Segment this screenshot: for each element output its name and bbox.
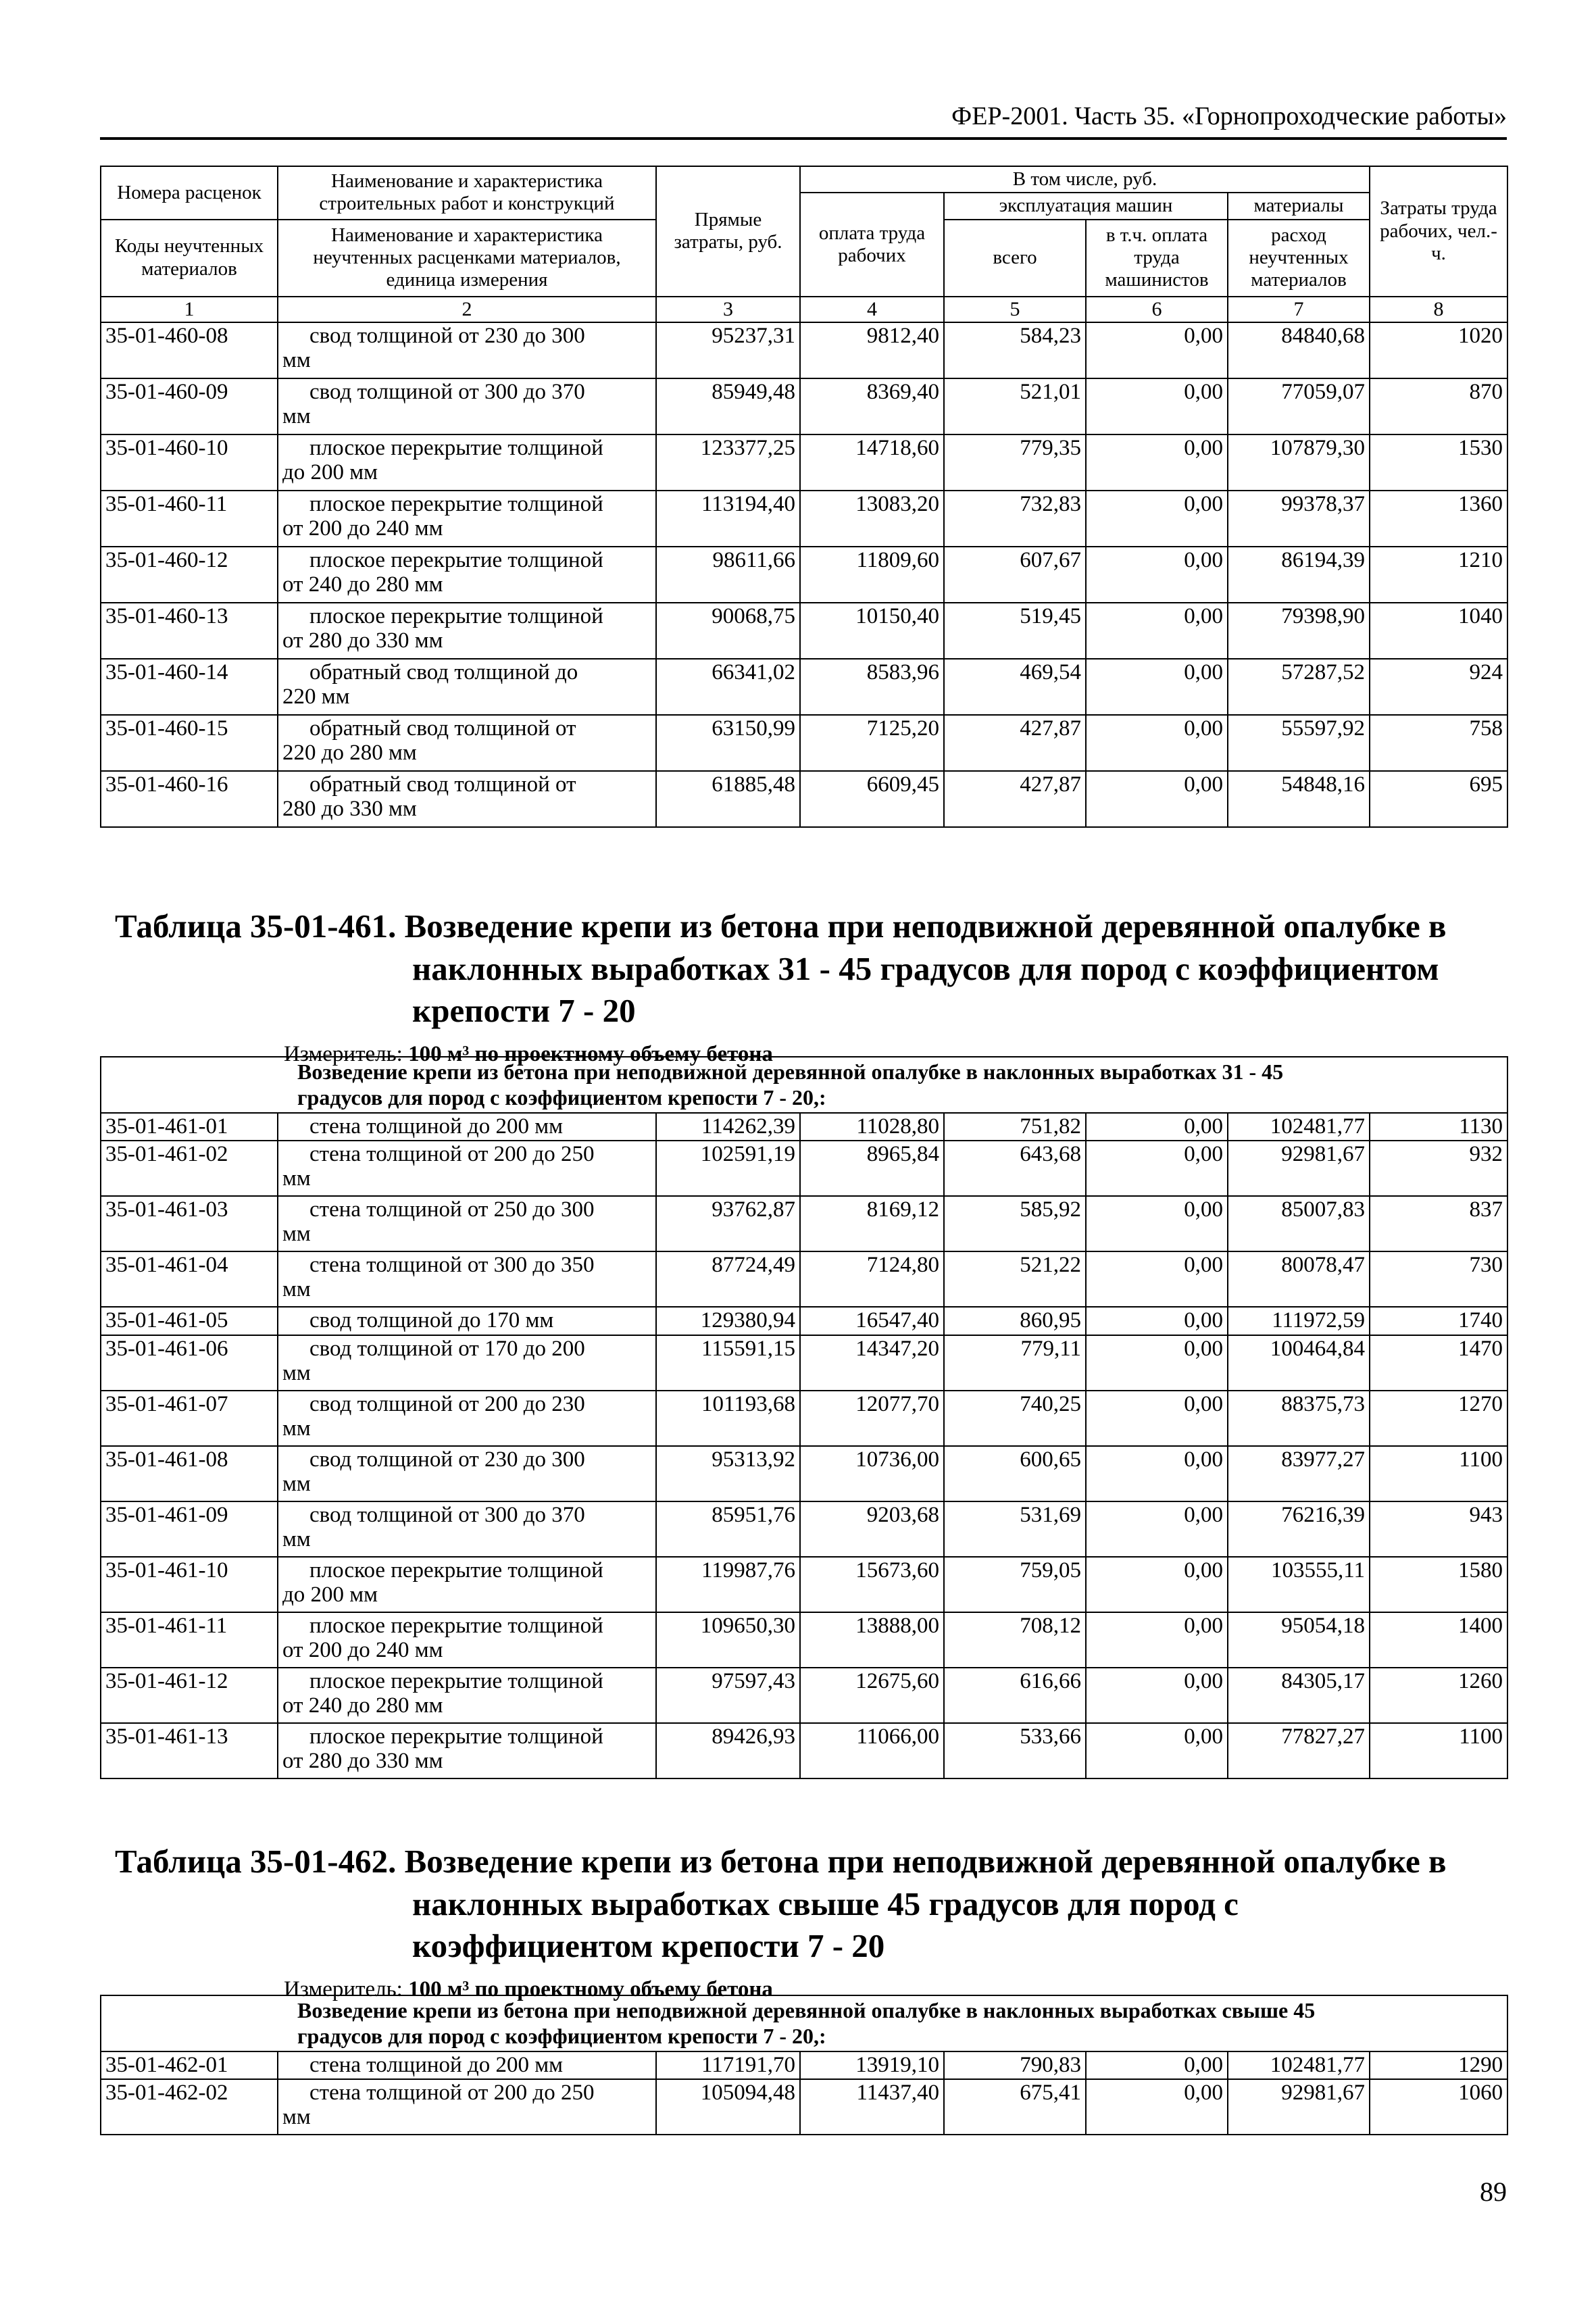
table-row <box>101 1612 1507 1668</box>
rate-name-line2: мм <box>282 403 311 428</box>
labor-hours: 1210 <box>1370 547 1507 603</box>
table-row <box>101 378 1507 434</box>
rate-code: 35-01-460-16 <box>101 771 278 827</box>
machinist-pay: 0,00 <box>1086 547 1228 603</box>
machinist-pay: 0,00 <box>1086 603 1228 659</box>
direct-cost: 85949,48 <box>656 378 800 434</box>
rate-name <box>278 1196 656 1251</box>
rate-code: 35-01-461-08 <box>101 1446 278 1501</box>
labor-hours: 730 <box>1370 1251 1507 1307</box>
col-header-vsego: всего <box>944 220 1086 297</box>
labor-hours: 758 <box>1370 715 1507 771</box>
machine-total: 600,65 <box>944 1446 1086 1501</box>
materials-cost: 92981,67 <box>1228 1141 1370 1196</box>
machine-total: 427,87 <box>944 715 1086 771</box>
labor-pay: 16547,40 <box>800 1307 944 1335</box>
machine-total: 584,23 <box>944 322 1086 378</box>
header-rule <box>100 137 1507 140</box>
rate-name-line2: от 200 до 240 мм <box>282 516 443 541</box>
rate-name <box>278 1501 656 1557</box>
materials-cost: 102481,77 <box>1228 2051 1370 2080</box>
rate-code: 35-01-461-02 <box>101 1141 278 1196</box>
col-header-zatraty: Затраты труда рабочих, чел.-ч. <box>1370 166 1507 297</box>
labor-pay: 8965,84 <box>800 1141 944 1196</box>
labor-hours: 1400 <box>1370 1612 1507 1668</box>
table-row <box>101 2079 1507 2135</box>
rate-name-line1: свод толщиной от 200 до 230 <box>309 1392 585 1417</box>
materials-cost: 95054,18 <box>1228 1612 1370 1668</box>
col-header-oplata: оплата труда рабочих <box>800 193 944 296</box>
machine-total: 616,66 <box>944 1668 1086 1723</box>
direct-cost: 85951,76 <box>656 1501 800 1557</box>
materials-cost: 84305,17 <box>1228 1668 1370 1723</box>
rate-name <box>278 1141 656 1196</box>
rate-name-line2: мм <box>282 1277 311 1302</box>
rate-code: 35-01-462-01 <box>101 2051 278 2080</box>
rate-name-line2: до 200 мм <box>282 459 378 484</box>
direct-cost: 102591,19 <box>656 1141 800 1196</box>
machinist-pay: 0,00 <box>1086 1446 1228 1501</box>
rate-name <box>278 491 656 547</box>
rate-name-line2: мм <box>282 2105 311 2130</box>
labor-pay: 10736,00 <box>800 1446 944 1501</box>
rate-code: 35-01-460-11 <box>101 491 278 547</box>
direct-cost: 89426,93 <box>656 1723 800 1778</box>
rate-name-line2: мм <box>282 1360 311 1385</box>
direct-cost: 101193,68 <box>656 1391 800 1446</box>
rate-code: 35-01-461-06 <box>101 1335 278 1391</box>
labor-hours: 1060 <box>1370 2079 1507 2135</box>
table-row <box>101 547 1507 603</box>
labor-pay: 11066,00 <box>800 1723 944 1778</box>
rate-name-line1: свод толщиной от 300 до 370 <box>309 1503 585 1528</box>
table-row <box>101 1723 1507 1778</box>
labor-pay: 13919,10 <box>800 2051 944 2080</box>
rate-name <box>278 1251 656 1307</box>
direct-cost: 119987,76 <box>656 1557 800 1612</box>
machine-total: 740,25 <box>944 1391 1086 1446</box>
rate-name-line1: свод толщиной от 170 до 200 <box>309 1337 585 1362</box>
rate-name-line1: стена толщиной от 300 до 350 <box>309 1253 595 1278</box>
rate-code: 35-01-460-14 <box>101 659 278 715</box>
table-row <box>101 1251 1507 1307</box>
labor-hours: 695 <box>1370 771 1507 827</box>
rate-name-line1: обратный свод толщиной до <box>309 660 578 685</box>
rate-name <box>278 1307 656 1335</box>
direct-cost: 66341,02 <box>656 659 800 715</box>
labor-pay: 15673,60 <box>800 1557 944 1612</box>
rate-name-line1: плоское перекрытие толщиной <box>309 1558 603 1583</box>
table-460 <box>100 166 1508 828</box>
labor-hours: 943 <box>1370 1501 1507 1557</box>
machinist-pay: 0,00 <box>1086 1557 1228 1612</box>
labor-pay: 14347,20 <box>800 1335 944 1391</box>
labor-pay: 7125,20 <box>800 715 944 771</box>
materials-cost: 100464,84 <box>1228 1335 1370 1391</box>
rate-code: 35-01-461-09 <box>101 1501 278 1557</box>
materials-cost: 86194,39 <box>1228 547 1370 603</box>
rate-name-line1: стена толщиной от 200 до 250 <box>309 1142 595 1167</box>
col-header-nomera: Номера расценок <box>101 166 278 220</box>
rate-name <box>278 1723 656 1778</box>
materials-cost: 92981,67 <box>1228 2079 1370 2135</box>
table-462-measure: Измеритель: 100 м³ по проектному объему бетона <box>284 1977 773 2002</box>
rate-name-line2: мм <box>282 1416 311 1441</box>
col-header-pryamye: Прямые затраты, руб. <box>656 166 800 297</box>
rate-name <box>278 547 656 603</box>
machinist-pay: 0,00 <box>1086 1335 1228 1391</box>
rate-name-line1: обратный свод толщиной от <box>309 772 576 797</box>
machine-total: 469,54 <box>944 659 1086 715</box>
machinist-pay: 0,00 <box>1086 322 1228 378</box>
direct-cost: 95313,92 <box>656 1446 800 1501</box>
rate-name <box>278 1391 656 1446</box>
table-row <box>101 1446 1507 1501</box>
rate-name-line1: стена толщиной от 200 до 250 <box>309 2081 595 2106</box>
machine-total: 519,45 <box>944 603 1086 659</box>
labor-pay: 8169,12 <box>800 1196 944 1251</box>
materials-cost: 55597,92 <box>1228 715 1370 771</box>
rate-name <box>278 2051 656 2080</box>
table-row <box>101 715 1507 771</box>
col-header-vtch: в т.ч. оплата труда машинистов <box>1086 220 1228 297</box>
rate-name-line2: от 280 до 330 мм <box>282 628 443 653</box>
machine-total: 779,11 <box>944 1335 1086 1391</box>
table-row <box>101 1668 1507 1723</box>
rate-name-line2: 220 мм <box>282 684 350 709</box>
col-header-v-tom-chisle: В том числе, руб. <box>800 166 1370 193</box>
table-row <box>101 1391 1507 1446</box>
materials-cost: 102481,77 <box>1228 1113 1370 1141</box>
labor-hours: 1530 <box>1370 434 1507 491</box>
col-header-rashod: расход неучтенных материалов <box>1228 220 1370 297</box>
machine-total: 585,92 <box>944 1196 1086 1251</box>
machinist-pay: 0,00 <box>1086 1307 1228 1335</box>
rate-name-line2: от 200 до 240 мм <box>282 1637 443 1662</box>
rate-name <box>278 1113 656 1141</box>
rate-name <box>278 771 656 827</box>
machine-total: 751,82 <box>944 1113 1086 1141</box>
col-number: 1 <box>101 297 278 322</box>
rate-name-line1: свод толщиной от 230 до 300 <box>309 324 585 349</box>
table-461-heading <box>115 905 1534 1067</box>
labor-hours: 1580 <box>1370 1557 1507 1612</box>
machinist-pay: 0,00 <box>1086 1723 1228 1778</box>
labor-pay: 12077,70 <box>800 1391 944 1446</box>
table-462-title: Таблица 35-01-462. Возведение крепи из бетона при неподвижной деревянной опалубке в наклонных выработках свыше 45 градусов для пород с коэффициентом крепости 7 - 20 <box>115 1843 1447 1965</box>
machinist-pay: 0,00 <box>1086 378 1228 434</box>
rate-name-line1: обратный свод толщиной от <box>309 716 576 741</box>
table-row <box>101 1196 1507 1251</box>
col-number: 3 <box>656 297 800 322</box>
rate-code: 35-01-460-08 <box>101 322 278 378</box>
direct-cost: 63150,99 <box>656 715 800 771</box>
machine-total: 533,66 <box>944 1723 1086 1778</box>
machine-total: 427,87 <box>944 771 1086 827</box>
direct-cost: 87724,49 <box>656 1251 800 1307</box>
rate-code: 35-01-461-12 <box>101 1668 278 1723</box>
rate-name-line1: плоское перекрытие толщиной <box>309 1724 603 1749</box>
machinist-pay: 0,00 <box>1086 1501 1228 1557</box>
materials-cost: 83977,27 <box>1228 1446 1370 1501</box>
rate-code: 35-01-462-02 <box>101 2079 278 2135</box>
direct-cost: 117191,70 <box>656 2051 800 2080</box>
rate-name-line2: 280 до 330 мм <box>282 796 417 821</box>
direct-cost: 93762,87 <box>656 1196 800 1251</box>
labor-pay: 11028,80 <box>800 1113 944 1141</box>
materials-cost: 84840,68 <box>1228 322 1370 378</box>
labor-pay: 9203,68 <box>800 1501 944 1557</box>
labor-pay: 11437,40 <box>800 2079 944 2135</box>
table-row <box>101 1335 1507 1391</box>
table-row <box>101 2051 1507 2080</box>
rate-name <box>278 1446 656 1501</box>
labor-hours: 1130 <box>1370 1113 1507 1141</box>
rate-code: 35-01-461-03 <box>101 1196 278 1251</box>
col-number: 2 <box>278 297 656 322</box>
materials-cost: 111972,59 <box>1228 1307 1370 1335</box>
col-header-naim2: Наименование и характеристика неучтенных расценками материалов, единица измерения <box>278 220 656 297</box>
rate-code: 35-01-461-04 <box>101 1251 278 1307</box>
machine-total: 759,05 <box>944 1557 1086 1612</box>
rate-name <box>278 1335 656 1391</box>
machinist-pay: 0,00 <box>1086 1612 1228 1668</box>
table-row <box>101 1141 1507 1196</box>
col-number: 7 <box>1228 297 1370 322</box>
table-462-banner: Возведение крепи из бетона при неподвижной деревянной опалубке в наклонных выработках свыше 45 градусов для пород с коэффициентом крепости 7 - 20,: <box>101 1995 1507 2051</box>
rate-code: 35-01-461-10 <box>101 1557 278 1612</box>
rate-name-line2: мм <box>282 347 311 372</box>
labor-hours: 1470 <box>1370 1335 1507 1391</box>
labor-hours: 1100 <box>1370 1723 1507 1778</box>
labor-pay: 13083,20 <box>800 491 944 547</box>
materials-cost: 80078,47 <box>1228 1251 1370 1307</box>
rate-code: 35-01-460-09 <box>101 378 278 434</box>
labor-hours: 924 <box>1370 659 1507 715</box>
labor-pay: 10150,40 <box>800 603 944 659</box>
machine-total: 708,12 <box>944 1612 1086 1668</box>
materials-cost: 107879,30 <box>1228 434 1370 491</box>
col-number: 8 <box>1370 297 1507 322</box>
materials-cost: 77827,27 <box>1228 1723 1370 1778</box>
rate-name <box>278 322 656 378</box>
rate-name-line1: плоское перекрытие толщиной <box>309 492 603 517</box>
machine-total: 643,68 <box>944 1141 1086 1196</box>
labor-hours: 1260 <box>1370 1668 1507 1723</box>
rate-name-line1: плоское перекрытие толщиной <box>309 436 603 461</box>
rate-name-line2: мм <box>282 1526 311 1551</box>
labor-hours: 1100 <box>1370 1446 1507 1501</box>
materials-cost: 103555,11 <box>1228 1557 1370 1612</box>
col-header-ekspl: эксплуатация машин <box>944 193 1228 219</box>
table-462 <box>100 1995 1508 2135</box>
rate-name-line2: от 280 до 330 мм <box>282 1748 443 1773</box>
materials-cost: 54848,16 <box>1228 771 1370 827</box>
table-461 <box>100 1056 1508 1779</box>
rate-name-line1: стена толщиной до 200 мм <box>309 2052 563 2077</box>
table-461-title: Таблица 35-01-461. Возведение крепи из бетона при неподвижной деревянной опалубке в наклонных выработках 31 - 45 градусов для пород с коэффициентом крепости 7 - 20 <box>115 907 1447 1030</box>
rate-name-line1: стена толщиной от 250 до 300 <box>309 1197 595 1222</box>
labor-pay: 7124,80 <box>800 1251 944 1307</box>
rate-name-line1: свод толщиной до 170 мм <box>309 1308 554 1333</box>
col-number: 6 <box>1086 297 1228 322</box>
rate-name-line2: мм <box>282 1222 311 1247</box>
rate-name <box>278 1668 656 1723</box>
direct-cost: 97597,43 <box>656 1668 800 1723</box>
rate-code: 35-01-460-13 <box>101 603 278 659</box>
rate-name-line2: мм <box>282 1471 311 1496</box>
table-row <box>101 1307 1507 1335</box>
labor-hours: 837 <box>1370 1196 1507 1251</box>
rate-name-line2: до 200 мм <box>282 1582 378 1607</box>
rate-code: 35-01-460-10 <box>101 434 278 491</box>
rate-name <box>278 659 656 715</box>
machine-total: 675,41 <box>944 2079 1086 2135</box>
materials-cost: 88375,73 <box>1228 1391 1370 1446</box>
machinist-pay: 0,00 <box>1086 659 1228 715</box>
labor-hours: 1020 <box>1370 322 1507 378</box>
rate-name <box>278 2079 656 2135</box>
table-row <box>101 659 1507 715</box>
machine-total: 531,69 <box>944 1501 1086 1557</box>
machinist-pay: 0,00 <box>1086 1391 1228 1446</box>
rate-name-line1: свод толщиной от 300 до 370 <box>309 380 585 405</box>
labor-hours: 1040 <box>1370 603 1507 659</box>
table-462-heading <box>115 1841 1534 2002</box>
rate-name <box>278 715 656 771</box>
rate-code: 35-01-461-05 <box>101 1307 278 1335</box>
rate-name <box>278 603 656 659</box>
rate-code: 35-01-461-07 <box>101 1391 278 1446</box>
table-row <box>101 491 1507 547</box>
direct-cost: 61885,48 <box>656 771 800 827</box>
direct-cost: 114262,39 <box>656 1113 800 1141</box>
machinist-pay: 0,00 <box>1086 2079 1228 2135</box>
labor-hours: 1270 <box>1370 1391 1507 1446</box>
table-461-banner: Возведение крепи из бетона при неподвижной деревянной опалубке в наклонных выработках 31 - 45 градусов для пород с коэффициентом крепости 7 - 20,: <box>101 1057 1507 1113</box>
machinist-pay: 0,00 <box>1086 1668 1228 1723</box>
labor-pay: 8583,96 <box>800 659 944 715</box>
labor-pay: 11809,60 <box>800 547 944 603</box>
labor-hours: 1740 <box>1370 1307 1507 1335</box>
table-row <box>101 1113 1507 1141</box>
rate-name-line2: от 240 до 280 мм <box>282 1693 443 1718</box>
machinist-pay: 0,00 <box>1086 491 1228 547</box>
machinist-pay: 0,00 <box>1086 1196 1228 1251</box>
direct-cost: 98611,66 <box>656 547 800 603</box>
labor-pay: 9812,40 <box>800 322 944 378</box>
materials-cost: 77059,07 <box>1228 378 1370 434</box>
materials-cost: 76216,39 <box>1228 1501 1370 1557</box>
table-row <box>101 1501 1507 1557</box>
labor-pay: 8369,40 <box>800 378 944 434</box>
page-number: 89 <box>1480 2176 1507 2207</box>
table-row <box>101 603 1507 659</box>
rate-code: 35-01-461-01 <box>101 1113 278 1141</box>
col-header-materialy: материалы <box>1228 193 1370 219</box>
labor-hours: 1360 <box>1370 491 1507 547</box>
machine-total: 732,83 <box>944 491 1086 547</box>
machinist-pay: 0,00 <box>1086 1113 1228 1141</box>
rate-name-line2: 220 до 280 мм <box>282 740 417 765</box>
direct-cost: 113194,40 <box>656 491 800 547</box>
rate-name-line1: плоское перекрытие толщиной <box>309 604 603 629</box>
direct-cost: 115591,15 <box>656 1335 800 1391</box>
labor-pay: 13888,00 <box>800 1612 944 1668</box>
materials-cost: 99378,37 <box>1228 491 1370 547</box>
labor-pay: 14718,60 <box>800 434 944 491</box>
table-row <box>101 322 1507 378</box>
direct-cost: 105094,48 <box>656 2079 800 2135</box>
materials-cost: 57287,52 <box>1228 659 1370 715</box>
machine-total: 521,22 <box>944 1251 1086 1307</box>
direct-cost: 109650,30 <box>656 1612 800 1668</box>
rate-name-line2: мм <box>282 1166 311 1191</box>
machinist-pay: 0,00 <box>1086 715 1228 771</box>
labor-hours: 1290 <box>1370 2051 1507 2080</box>
rate-code: 35-01-460-12 <box>101 547 278 603</box>
rate-name-line2: от 240 до 280 мм <box>282 572 443 597</box>
col-number: 4 <box>800 297 944 322</box>
rate-name-line1: свод толщиной от 230 до 300 <box>309 1447 585 1472</box>
table-row <box>101 434 1507 491</box>
rate-name-line1: плоское перекрытие толщиной <box>309 1669 603 1694</box>
rate-code: 35-01-461-13 <box>101 1723 278 1778</box>
rate-name-line1: плоское перекрытие толщиной <box>309 1614 603 1639</box>
rate-name-line1: плоское перекрытие толщиной <box>309 548 603 573</box>
machinist-pay: 0,00 <box>1086 1251 1228 1307</box>
machinist-pay: 0,00 <box>1086 2051 1228 2080</box>
rate-name-line1: стена толщиной до 200 мм <box>309 1114 563 1139</box>
table-row <box>101 771 1507 827</box>
direct-cost: 95237,31 <box>656 322 800 378</box>
direct-cost: 123377,25 <box>656 434 800 491</box>
col-header-naim1: Наименование и характеристика строительных работ и конструкций <box>278 166 656 220</box>
machine-total: 521,01 <box>944 378 1086 434</box>
rate-name <box>278 378 656 434</box>
table-row <box>101 1557 1507 1612</box>
machinist-pay: 0,00 <box>1086 434 1228 491</box>
direct-cost: 90068,75 <box>656 603 800 659</box>
materials-cost: 85007,83 <box>1228 1196 1370 1251</box>
machine-total: 607,67 <box>944 547 1086 603</box>
machine-total: 860,95 <box>944 1307 1086 1335</box>
direct-cost: 129380,94 <box>656 1307 800 1335</box>
rate-code: 35-01-461-11 <box>101 1612 278 1668</box>
table-461-measure: Измеритель: 100 м³ по проектному объему бетона <box>284 1042 773 1067</box>
labor-pay: 12675,60 <box>800 1668 944 1723</box>
machinist-pay: 0,00 <box>1086 771 1228 827</box>
machinist-pay: 0,00 <box>1086 1141 1228 1196</box>
machine-total: 790,83 <box>944 2051 1086 2080</box>
labor-hours: 932 <box>1370 1141 1507 1196</box>
rate-name <box>278 1612 656 1668</box>
labor-hours: 870 <box>1370 378 1507 434</box>
running-header: ФЕР-2001. Часть 35. «Горнопроходческие работы» <box>951 102 1507 130</box>
machine-total: 779,35 <box>944 434 1086 491</box>
col-number: 5 <box>944 297 1086 322</box>
rate-code: 35-01-460-15 <box>101 715 278 771</box>
rate-name <box>278 1557 656 1612</box>
rate-name <box>278 434 656 491</box>
col-header-kody: Коды неучтенных материалов <box>101 220 278 297</box>
materials-cost: 79398,90 <box>1228 603 1370 659</box>
labor-pay: 6609,45 <box>800 771 944 827</box>
